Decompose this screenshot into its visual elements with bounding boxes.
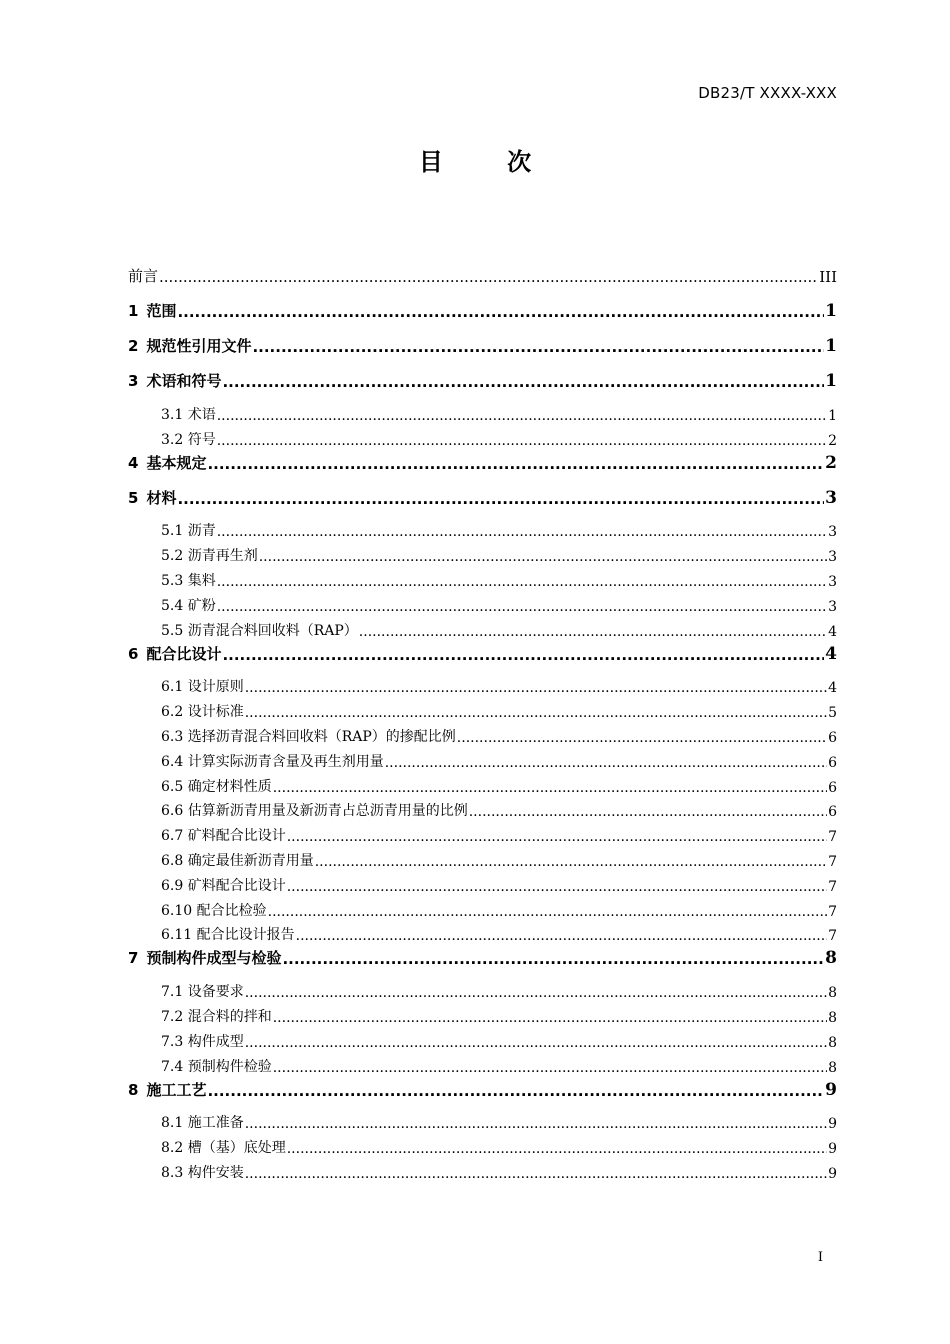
toc-leader-dots (252, 338, 824, 356)
toc-entry-label (161, 800, 468, 820)
toc-entry-number: 2 (128, 337, 139, 355)
toc-entry-label (161, 776, 272, 796)
toc-entry-page: 6 (828, 804, 837, 821)
toc-entry-section[interactable] (128, 845, 837, 870)
toc-entry-text: 规范性引用文件 (146, 337, 252, 355)
toc-entry-page: 5 (828, 705, 837, 722)
toc-entry-label (161, 404, 216, 424)
toc-entry-number: 7 (128, 949, 139, 968)
toc-entry-section[interactable] (128, 1157, 837, 1182)
toc-entry-page: 3 (828, 549, 837, 566)
toc-entry-page: 8 (828, 985, 837, 1002)
toc-entry-number: 6.4 (161, 753, 184, 770)
toc-entry-number: 6.8 (161, 852, 184, 869)
toc-entry-label (161, 1056, 272, 1076)
toc-entry-text: 估算新沥青用量及新沥青占总沥青用量的比例 (187, 803, 468, 820)
toc-entry-number: 8 (128, 1080, 139, 1099)
toc-leader-dots (296, 928, 827, 944)
toc-entry-page: 7 (828, 878, 837, 895)
toc-entry-section[interactable] (128, 1132, 837, 1157)
toc-entry-number: 6.6 (161, 803, 184, 820)
toc-leader-dots (457, 730, 827, 746)
toc-entry-section[interactable] (128, 1001, 837, 1026)
toc-entry-page: 9 (828, 1141, 837, 1158)
toc-entry-label (161, 726, 456, 746)
toc-entry-chapter[interactable] (128, 367, 837, 391)
toc-entry-label (161, 981, 244, 1001)
toc-entry-page: 9 (828, 1165, 837, 1182)
toc-entry-page: 3 (828, 524, 837, 541)
toc-entry-chapter[interactable] (128, 449, 837, 473)
toc-entry-page: 3 (825, 487, 837, 508)
toc-entry-section[interactable] (128, 672, 837, 697)
toc-entry-label (161, 825, 286, 845)
toc-leader-dots (469, 804, 827, 820)
toc-entry-page: 3 (828, 598, 837, 615)
toc-entry-text: 矿料配合比设计 (187, 877, 286, 894)
toc-entry-text: 配合比设计报告 (196, 927, 295, 944)
toc-entry-page: 8 (828, 1009, 837, 1026)
toc-leader-dots (273, 780, 827, 796)
toc-entry-text: 术语 (187, 406, 216, 423)
toc-entry-text: 沥青 (187, 523, 216, 540)
toc-entry-number: 5.3 (161, 572, 184, 589)
toc-entry-number: 4 (128, 453, 139, 472)
toc-entry-page: 6 (828, 779, 837, 796)
toc-entry-number: 6.7 (161, 828, 184, 845)
toc-entry-text: 选择沥青混合料回收料（RAP）的掺配比例 (187, 728, 456, 745)
toc-entry-number: 7.3 (161, 1033, 184, 1050)
toc-entry-text: 混合料的拌和 (187, 1008, 272, 1025)
toc-leader-dots (217, 574, 827, 590)
toc-entry-number: 6 (128, 644, 139, 663)
toc-entry-text: 设计标准 (187, 704, 244, 721)
toc-entry-text: 施工准备 (187, 1115, 244, 1132)
toc-entry-number: 6.1 (161, 679, 184, 696)
toc-leader-dots (245, 705, 827, 721)
toc-leader-dots (222, 373, 824, 391)
toc-entry-section[interactable] (128, 820, 837, 845)
toc-leader-dots (245, 1116, 827, 1132)
toc-entry-number: 7.2 (161, 1008, 184, 1025)
toc-entry-text: 设备要求 (187, 984, 244, 1001)
toc-entry-label (128, 487, 176, 508)
toc-entry-label (128, 265, 158, 286)
toc-entry-section[interactable] (128, 1108, 837, 1133)
toc-leader-dots (259, 549, 827, 565)
toc-leader-dots (287, 1141, 827, 1157)
toc-entry-section[interactable] (128, 615, 837, 640)
toc-leader-dots (245, 680, 827, 696)
toc-entry-page: 1 (828, 407, 837, 424)
toc-entry-section[interactable] (128, 399, 837, 424)
toc-entry-page: III (819, 268, 837, 286)
toc-entry-section[interactable] (128, 540, 837, 565)
toc-entry-text: 基本规定 (146, 453, 207, 472)
toc-entry-page: 4 (828, 623, 837, 640)
toc-entry-text: 范围 (146, 302, 177, 320)
toc-entry-page: 6 (828, 754, 837, 771)
toc-entry-section[interactable] (128, 920, 837, 945)
toc-entry-preface[interactable] (128, 262, 837, 286)
toc-entry-page: 9 (825, 1079, 837, 1100)
toc-leader-dots (159, 268, 818, 286)
toc-leader-dots (359, 624, 827, 640)
toc-entry-label (161, 1162, 244, 1182)
toc-entry-chapter[interactable] (128, 297, 837, 321)
toc-entry-page: 3 (828, 573, 837, 590)
toc-leader-dots (282, 950, 824, 968)
toc-leader-dots (177, 303, 824, 321)
toc-leader-dots (217, 524, 827, 540)
toc-entry-page: 8 (828, 1059, 837, 1076)
toc-entry-label (161, 1112, 244, 1132)
toc-entry-number: 8.2 (161, 1140, 184, 1157)
toc-entry-page: 7 (828, 928, 837, 945)
toc-entry-section[interactable] (128, 771, 837, 796)
toc-entry-page: 1 (825, 371, 837, 391)
toc-leader-dots (273, 1060, 827, 1076)
toc-entry-chapter[interactable] (128, 484, 837, 508)
toc-entry-label (128, 947, 281, 968)
toc-leader-dots (287, 879, 827, 895)
toc-entry-label (128, 643, 221, 664)
toc-entry-label (128, 1079, 206, 1100)
toc-entry-text: 构件安装 (187, 1164, 244, 1181)
toc-entry-section[interactable] (128, 746, 837, 771)
toc-entry-label (128, 452, 206, 473)
toc-entry-page: 2 (825, 452, 837, 473)
toc-entry-number: 8.1 (161, 1115, 184, 1132)
toc-entry-text: 确定材料性质 (187, 778, 272, 795)
toc-entry-page: 2 (828, 432, 837, 449)
toc-entry-number: 6.11 (161, 927, 193, 944)
toc-entry-number: 6.5 (161, 778, 184, 795)
toc-entry-page: 1 (825, 301, 837, 321)
toc-entry-number: 5.1 (161, 523, 184, 540)
toc-entry-text: 矿料配合比设计 (187, 828, 286, 845)
toc-entry-text: 符号 (187, 431, 216, 448)
toc-entry-text: 计算实际沥青含量及再生剂用量 (187, 753, 384, 770)
toc-entry-text: 预制构件检验 (187, 1058, 272, 1075)
toc-entry-section[interactable] (128, 1026, 837, 1051)
toc-leader-dots (245, 985, 827, 1001)
toc-entry-section[interactable] (128, 721, 837, 746)
toc-entry-number: 7.4 (161, 1058, 184, 1075)
toc-entry-page: 6 (828, 729, 837, 746)
toc-entry-section[interactable] (128, 590, 837, 615)
toc-entry-number: 1 (128, 302, 139, 320)
toc-leader-dots (207, 1082, 824, 1100)
toc-entry-chapter[interactable] (128, 944, 837, 968)
toc-entry-number: 5.2 (161, 548, 184, 565)
toc-leader-dots (273, 1010, 827, 1026)
toc-entry-number: 7.1 (161, 984, 184, 1001)
toc-entry-text: 设计原则 (187, 679, 244, 696)
toc-entry-text: 槽（基）底处理 (187, 1140, 286, 1157)
toc-entry-number: 5.4 (161, 597, 184, 614)
toc-entry-section[interactable] (128, 1051, 837, 1076)
toc-entry-section[interactable] (128, 516, 837, 541)
toc-entry-section[interactable] (128, 796, 837, 821)
toc-entry-label (161, 924, 295, 944)
toc-entry-label (161, 1137, 286, 1157)
toc-entry-page: 7 (828, 829, 837, 846)
toc-entry-label (161, 595, 216, 615)
toc-entry-chapter[interactable] (128, 1076, 837, 1100)
toc-title: 目 次 (418, 148, 560, 176)
toc-entry-number: 6.3 (161, 728, 184, 745)
toc-leader-dots (217, 433, 827, 449)
toc-entry-label (161, 1031, 244, 1051)
toc-entry-text: 构件成型 (187, 1033, 244, 1050)
toc-entry-text: 预制构件成型与检验 (146, 949, 282, 968)
toc-entry-text: 术语和符号 (146, 372, 222, 390)
toc-entry-chapter[interactable] (128, 332, 837, 356)
toc-entry-text: 配合比检验 (196, 902, 267, 919)
toc-leader-dots (217, 599, 827, 615)
toc-entry-page: 4 (825, 643, 837, 664)
toc-leader-dots (222, 646, 824, 664)
toc-entry-page: 7 (828, 853, 837, 870)
toc-entry-page: 7 (828, 903, 837, 920)
toc-entry-page: 8 (825, 948, 837, 969)
toc-entry-text: 矿粉 (187, 597, 216, 614)
table-of-contents (128, 262, 837, 1182)
toc-entry-text: 集料 (187, 572, 216, 589)
toc-entry-label (161, 875, 286, 895)
toc-entry-label (161, 1006, 272, 1026)
toc-entry-text: 确定最佳新沥青用量 (187, 852, 314, 869)
toc-entry-section[interactable] (128, 424, 837, 449)
toc-leader-dots (268, 904, 827, 920)
toc-entry-number: 6.2 (161, 704, 184, 721)
toc-entry-label (161, 545, 258, 565)
toc-entry-page: 9 (828, 1116, 837, 1133)
toc-leader-dots (287, 829, 827, 845)
toc-entry-label (161, 620, 358, 640)
toc-entry-chapter[interactable] (128, 640, 837, 664)
toc-entry-section[interactable] (128, 895, 837, 920)
toc-leader-dots (177, 490, 824, 508)
toc-entry-label (161, 429, 216, 449)
toc-entry-text: 材料 (146, 488, 177, 507)
toc-entry-section[interactable] (128, 870, 837, 895)
toc-entry-text: 配合比设计 (146, 644, 222, 663)
toc-entry-page: 4 (828, 680, 837, 697)
toc-entry-number: 6.10 (161, 902, 193, 919)
toc-entry-number: 5 (128, 488, 139, 507)
toc-entry-label (128, 300, 176, 321)
toc-entry-number: 8.3 (161, 1164, 184, 1181)
toc-leader-dots (245, 1035, 827, 1051)
toc-entry-label (161, 520, 216, 540)
toc-leader-dots (245, 1166, 827, 1182)
toc-entry-number: 3 (128, 372, 139, 390)
toc-leader-dots (315, 854, 827, 870)
toc-entry-text: 施工工艺 (146, 1080, 207, 1099)
toc-entry-page: 1 (825, 336, 837, 356)
toc-entry-label (161, 570, 216, 590)
toc-leader-dots (207, 455, 824, 473)
document-code: DB23/T XXXX-XXX (698, 84, 837, 102)
page-number: I (817, 1250, 823, 1265)
toc-entry-section[interactable] (128, 696, 837, 721)
toc-entry-label (161, 900, 267, 920)
toc-entry-label (161, 850, 314, 870)
toc-entry-text: 前言 (128, 267, 159, 285)
toc-entry-number: 5.5 (161, 622, 184, 639)
toc-entry-text: 沥青再生剂 (187, 548, 258, 565)
toc-entry-text: 沥青混合料回收料（RAP） (187, 622, 358, 639)
toc-entry-label (128, 335, 251, 356)
toc-entry-section[interactable] (128, 976, 837, 1001)
toc-entry-page: 8 (828, 1034, 837, 1051)
toc-entry-label (161, 751, 384, 771)
toc-entry-section[interactable] (128, 565, 837, 590)
toc-entry-label (161, 676, 244, 696)
toc-entry-number: 6.9 (161, 877, 184, 894)
toc-entry-number: 3.2 (161, 431, 184, 448)
toc-leader-dots (217, 408, 827, 424)
toc-entry-number: 3.1 (161, 406, 184, 423)
toc-leader-dots (385, 755, 827, 771)
toc-entry-label (161, 701, 244, 721)
toc-entry-label (128, 370, 221, 391)
